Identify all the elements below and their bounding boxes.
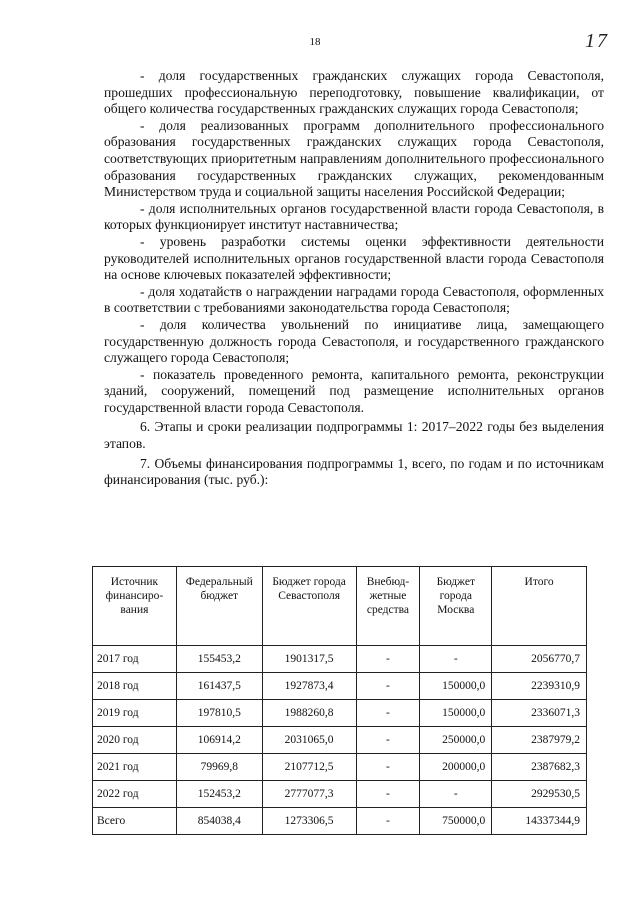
table-cell: 1988260,8 <box>262 700 356 727</box>
table-cell: 155453,2 <box>176 646 262 673</box>
table-cell: - <box>420 781 492 808</box>
table-cell: 2017 год <box>93 646 177 673</box>
table-cell: 854038,4 <box>176 808 262 835</box>
table-cell: 106914,2 <box>176 727 262 754</box>
table-cell: 2056770,7 <box>492 646 587 673</box>
column-header: Внебюд-жетные средства <box>356 567 420 646</box>
table-cell: 152453,2 <box>176 781 262 808</box>
table-cell: 150000,0 <box>420 700 492 727</box>
paragraph-financing: 7. Объемы финансирования подпрограммы 1, всего, по годам и по источникам финансирования (тыс. руб.): <box>104 455 604 488</box>
table-cell: 2777077,3 <box>262 781 356 808</box>
table-cell: - <box>356 700 420 727</box>
table-cell: - <box>356 646 420 673</box>
table-cell: 150000,0 <box>420 673 492 700</box>
table-cell: 2239310,9 <box>492 673 587 700</box>
table-row-total <box>93 808 587 835</box>
table-cell: - <box>356 673 420 700</box>
table-cell: 1927873,4 <box>262 673 356 700</box>
table-cell: 2018 год <box>93 673 177 700</box>
page-number: 18 <box>309 36 321 48</box>
table-cell: 2387979,2 <box>492 727 587 754</box>
table-cell: 200000,0 <box>420 754 492 781</box>
financing-table <box>92 566 587 835</box>
table-row <box>93 727 587 754</box>
document-body <box>104 68 604 489</box>
table-cell: 2019 год <box>93 700 177 727</box>
table-cell: 14337344,9 <box>492 808 587 835</box>
table-row <box>93 781 587 808</box>
paragraph: - уровень разработки системы оценки эффективности деятельности руководителей исполнительных органов государственной власти города Севастополя на основе ключевых показателей эффективности; <box>104 233 604 283</box>
table-cell: Всего <box>93 808 177 835</box>
paragraph: - доля ходатайств о награждении наградами города Севастополя, оформленных в соответствии с требованиями законодательства города Севастополя; <box>104 283 604 316</box>
table-header-row <box>93 567 587 646</box>
table-cell: 250000,0 <box>420 727 492 754</box>
table-cell: 2387682,3 <box>492 754 587 781</box>
table-cell: 2021 год <box>93 754 177 781</box>
table-cell: - <box>356 727 420 754</box>
paragraph: - доля количества увольнений по инициативе лица, замещающего государственную должность города Севастополя, и государственного гражданского служащего города Севастополя; <box>104 316 604 366</box>
table-cell: 197810,5 <box>176 700 262 727</box>
table-row <box>93 700 587 727</box>
table-cell: 2107712,5 <box>262 754 356 781</box>
table-cell: 2929530,5 <box>492 781 587 808</box>
paragraph: - доля государственных гражданских служащих города Севастополя, прошедших профессиональную переподготовку, повышение квалификации, от общего количества государственных гражданских служащих города Севастополя; <box>104 68 604 117</box>
table-cell: 1273306,5 <box>262 808 356 835</box>
column-header: Федеральный бюджет <box>176 567 262 646</box>
column-header: Источник финансиро-вания <box>93 567 177 646</box>
table-cell: 2031065,0 <box>262 727 356 754</box>
table-cell: 2336071,3 <box>492 700 587 727</box>
table-row <box>93 646 587 673</box>
handwritten-page-mark: 17 <box>585 30 609 52</box>
paragraph: - доля исполнительных органов государственной власти города Севастополя, в которых функционирует институт наставничества; <box>104 200 604 233</box>
table-cell: - <box>420 646 492 673</box>
table-cell: 79969,8 <box>176 754 262 781</box>
table-row <box>93 673 587 700</box>
table-cell: - <box>356 808 420 835</box>
column-header: Бюджет города Севастополя <box>262 567 356 646</box>
table-cell: 750000,0 <box>420 808 492 835</box>
table-cell: 161437,5 <box>176 673 262 700</box>
table-cell: 1901317,5 <box>262 646 356 673</box>
table-cell: - <box>356 754 420 781</box>
column-header: Бюджет города Москва <box>420 567 492 646</box>
table-cell: 2022 год <box>93 781 177 808</box>
paragraph-stages: 6. Этапы и сроки реализации подпрограммы 1: 2017–2022 годы без выделения этапов. <box>104 419 604 452</box>
table-cell: 2020 год <box>93 727 177 754</box>
paragraph: - показатель проведенного ремонта, капитального ремонта, реконструкции зданий, сооружений, помещений под размещение исполнительных органов государственной власти города Севастополя. <box>104 366 604 415</box>
table-row <box>93 754 587 781</box>
paragraph: - доля реализованных программ дополнительного профессионального образования государственных гражданских служащих города Севастополя, соответствующих приоритетным направлениям дополнительного профессионального образования государственных гражданских служащих, рекомендованным Министерством труда и социальной защиты населения Российской Федерации; <box>104 117 604 200</box>
column-header: Итого <box>492 567 587 646</box>
table-cell: - <box>356 781 420 808</box>
